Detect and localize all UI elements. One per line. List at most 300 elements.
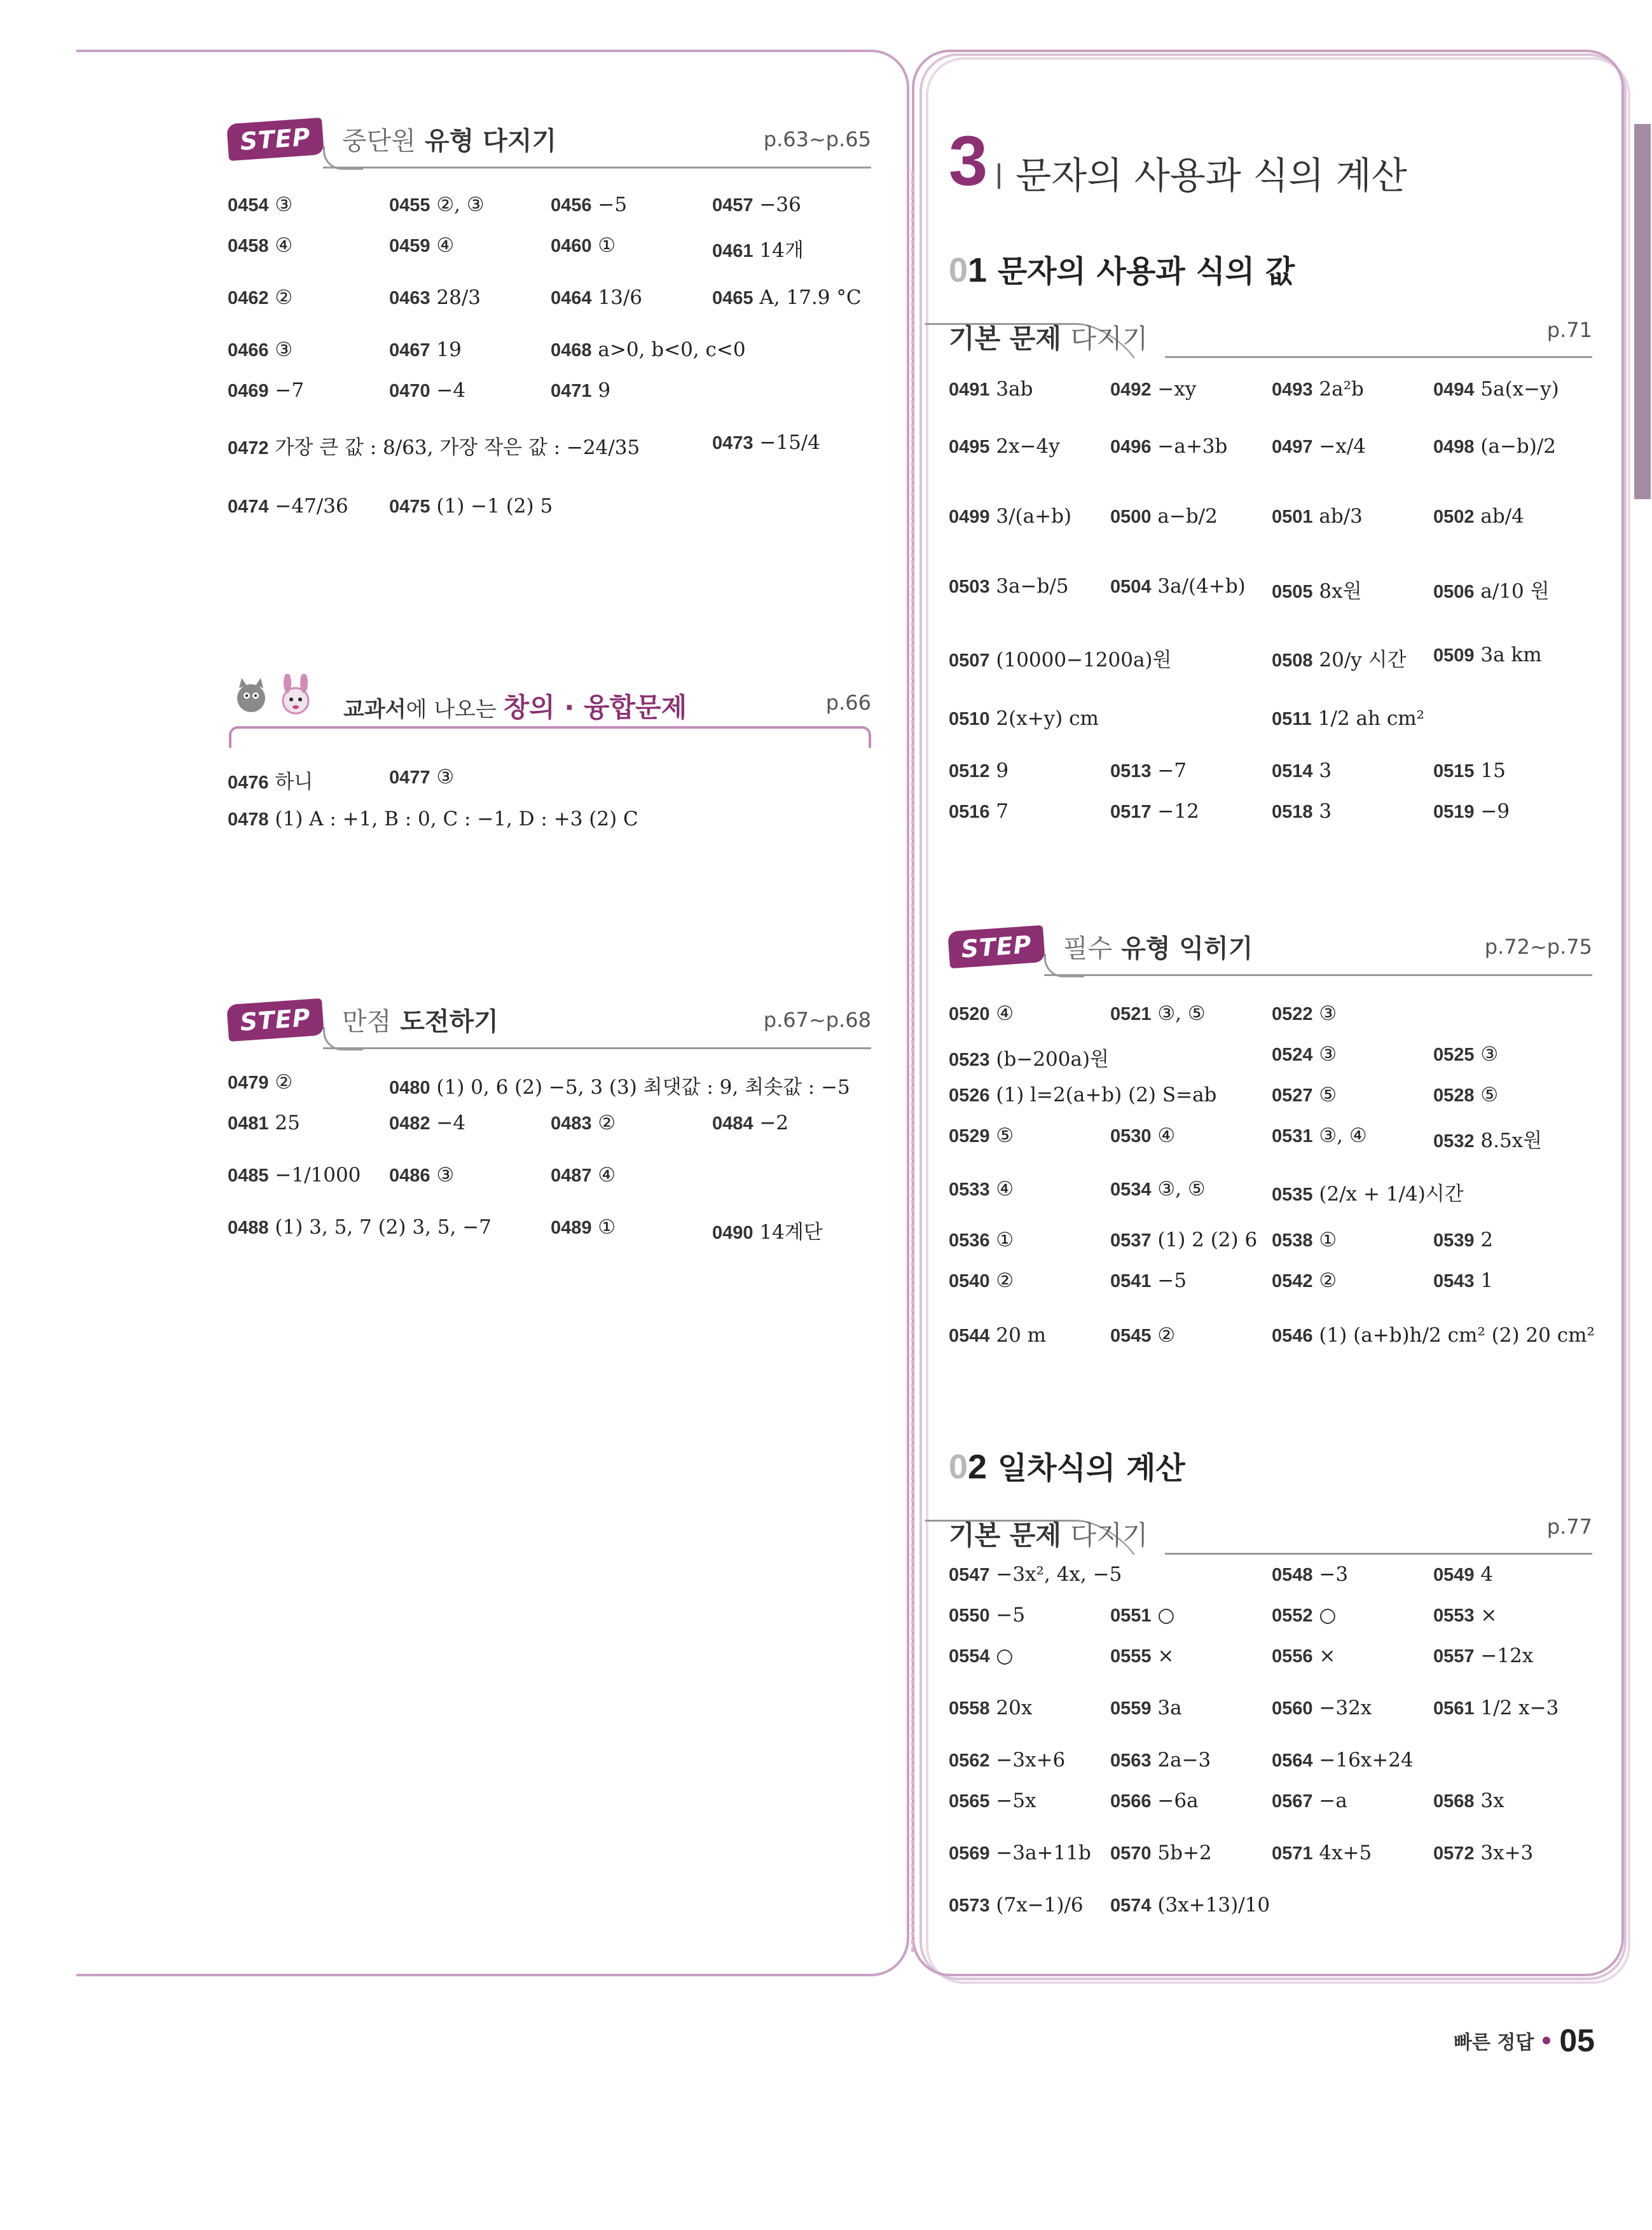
answer-value: 4x+5 [1319,1841,1372,1864]
step3-header [228,989,871,1071]
answer-item [1272,1124,1367,1147]
answer-value: ④ [996,1178,1014,1201]
answer-value: (2/x + 1/4)시간 [1319,1183,1464,1206]
answer-number: 0560 [1272,1698,1313,1719]
answer-item [389,379,465,402]
answer-number: 0561 [1433,1698,1475,1719]
step3-title [342,1001,499,1038]
answer-item [228,495,348,518]
answer-value: ③, ⑤ [1157,1002,1206,1025]
answer-value: −5x [996,1789,1036,1812]
header-rule [323,1047,871,1049]
answer-value: 20/y 시간 [1319,649,1407,671]
title-bold: 도전하기 [400,1007,499,1036]
answer-number: 0468 [551,340,592,361]
answer-value: ② [275,1071,293,1094]
answer-value: −6a [1157,1789,1199,1812]
answer-value: 2a−3 [1157,1749,1211,1772]
step3-pages: p.67~p.68 [763,1008,871,1032]
answer-number: 0523 [949,1050,990,1070]
answer-item [228,1112,300,1134]
basic1-title [949,318,1148,356]
answer-value: −16x+24 [1319,1749,1414,1772]
answer-value: 3 [1319,800,1332,823]
answer-number: 0494 [1433,380,1475,400]
answer-item [1272,1002,1337,1025]
answer-item [389,495,553,518]
header-rule [1165,356,1592,358]
answer-number: 0573 [949,1896,990,1916]
answer-value: ③ [275,193,293,216]
answer-value: −9 [1480,800,1510,823]
answer-number: 0537 [1110,1230,1152,1251]
answer-number: 0565 [949,1791,990,1812]
answer-number: 0521 [1110,1004,1152,1024]
answer-number: 0473 [712,433,754,453]
answer-number: 0498 [1433,437,1475,457]
step2-pages: p.63~p.65 [763,127,871,151]
answer-number: 0464 [551,288,592,308]
answer-item [949,505,1071,528]
answer-item [949,1749,1065,1772]
answer-item [949,1229,1014,1251]
answer-value: a/10 원 [1480,580,1550,603]
step1-badge: STEP 1 [947,925,1045,968]
answer-item [949,1324,1046,1347]
answer-value: ③ [1480,1043,1499,1066]
chapter-title [949,121,1407,209]
answer-number: 0525 [1433,1045,1475,1065]
answer-item [1433,759,1506,782]
answer-item [1272,1841,1372,1864]
header-rule [323,167,871,169]
answer-number: 0471 [551,381,592,401]
answer-number: 0538 [1272,1230,1313,1251]
answer-value: (a−b)/2 [1480,435,1557,458]
answer-value: (1) −1 (2) 5 [436,495,553,518]
answer-item [1433,1789,1504,1812]
answer-value: −1/1000 [275,1164,361,1187]
answer-item [1272,1604,1336,1627]
answer-value: (1) (a+b)h/2 cm² (2) 20 cm² [1319,1324,1595,1347]
answer-item [1272,800,1332,823]
answer-item [1433,644,1542,666]
answer-item [1272,1789,1347,1812]
answer-value: (3x+13)/10 [1157,1894,1270,1917]
answer-item [1110,1229,1257,1251]
answer-item [228,808,638,830]
answer-value: ① [1319,1229,1337,1251]
creative-title [343,687,687,725]
answer-item [1272,707,1424,730]
answer-value: −a [1319,1789,1347,1812]
answer-item [1110,1644,1174,1667]
answer-item [389,1112,465,1134]
answer-number: 0514 [1272,761,1313,781]
step3-badge: STEP 3 [226,998,324,1042]
answer-number: 0491 [949,380,990,400]
answer-value: ④ [1157,1124,1176,1147]
answer-value: ⑤ [1319,1084,1337,1106]
basic2-pages: p.77 [1546,1515,1592,1539]
answer-number: 0550 [949,1606,990,1626]
answer-number: 0566 [1110,1791,1152,1812]
answer-item [949,1789,1036,1812]
answer-value: ○ [996,1644,1014,1667]
answer-item [949,1697,1032,1719]
title-light: 다지기 [1070,1520,1148,1551]
answer-item [1110,759,1187,782]
answer-item [551,234,616,257]
answer-value: × [1319,1644,1336,1667]
answer-value: 3a km [1480,644,1542,666]
answer-number: 0517 [1110,802,1152,822]
answer-item [389,193,485,216]
answer-value: 4 [1480,1563,1494,1586]
section-02-title [949,1443,1185,1487]
answer-value: −36 [759,193,801,216]
answer-number: 0510 [949,709,990,729]
step2-header [228,108,871,191]
section-num: 01 [949,251,988,289]
answer-item [1110,575,1246,598]
answer-number: 0470 [389,381,430,401]
answer-value: ③ [1319,1002,1337,1025]
answer-number: 0558 [949,1698,990,1719]
answer-item [1433,1043,1498,1066]
answer-item [1110,1749,1211,1772]
answer-value: −x/4 [1319,435,1366,458]
step2-title [342,121,556,157]
answer-item [1110,1124,1175,1147]
answer-number: 0483 [551,1113,592,1134]
step2-badge: STEP 2 [226,118,324,161]
answer-value: (1) l=2(a+b) (2) S=ab [996,1084,1217,1106]
answer-item [712,193,801,216]
answer-number: 0461 [712,241,754,261]
answer-number: 0534 [1110,1180,1152,1200]
answer-value: × [1480,1604,1497,1627]
answer-number: 0458 [228,236,269,256]
answer-number: 0569 [949,1843,990,1864]
answer-number: 0511 [1272,709,1312,729]
answer-value: ① [598,234,616,257]
answer-number: 0455 [389,195,430,216]
answer-value: 7 [996,800,1009,823]
answer-value: 20 m [996,1324,1047,1347]
answer-value: ab/4 [1480,505,1524,528]
header-rule [1165,1553,1592,1555]
answer-value: 2 [1480,1229,1494,1251]
answer-number: 0488 [228,1218,269,1238]
answer-value: −15/4 [759,431,820,454]
answer-value: −a+3b [1157,435,1228,458]
answer-value: −4 [436,379,466,402]
answer-item [551,286,642,309]
answer-item [949,1043,1109,1071]
answer-item [1433,1269,1493,1292]
step1-title [1063,928,1253,965]
answer-value: × [1157,1644,1174,1667]
answer-item [1110,1269,1187,1292]
answer-value: A, 17.9 °C [759,286,862,309]
answer-item [389,1164,454,1187]
answer-number: 0481 [228,1113,269,1134]
answer-number: 0562 [949,1751,990,1771]
answer-item [949,1563,1122,1586]
answer-number: 0478 [228,809,269,830]
answer-number: 0539 [1433,1230,1475,1251]
answer-value: 3a/(4+b) [1157,575,1246,598]
answer-item [1110,435,1227,458]
answer-value: 3x [1480,1789,1504,1812]
answer-item [949,1604,1025,1627]
title-bold: 유형 익히기 [1121,934,1253,963]
answer-number: 0531 [1272,1126,1313,1146]
answer-item [1272,759,1332,782]
answer-value: 25 [275,1112,300,1134]
answer-value: 2a²b [1319,378,1364,401]
answer-item [1272,1644,1335,1667]
answer-number: 0476 [228,773,269,793]
answer-item [389,1071,850,1099]
answer-number: 0548 [1272,1565,1313,1585]
answer-item [1110,1697,1182,1719]
answer-item [1110,1604,1174,1627]
answer-item [1433,1697,1559,1719]
answer-value: ③ [436,766,455,788]
answer-value: ab/3 [1319,505,1363,528]
answer-number: 0532 [1433,1131,1475,1152]
answer-value: (b−200a)원 [996,1048,1109,1071]
answer-value: ④ [598,1164,616,1187]
answer-number: 0522 [1272,1004,1313,1024]
answer-item [949,644,1171,672]
answer-number: 0553 [1433,1606,1475,1626]
answer-value: a−b/2 [1157,505,1218,528]
answer-item [551,1216,616,1239]
answer-value: 1/2 x−3 [1480,1697,1559,1719]
answer-item [949,435,1060,458]
answer-value: 20x [996,1697,1033,1719]
answer-number: 0493 [1272,380,1313,400]
answer-number: 0457 [712,195,754,216]
answer-value: 2x−4y [996,435,1060,458]
answer-value: −7 [1157,759,1187,782]
answer-value: 3 [1319,759,1332,782]
answer-item [949,800,1008,823]
answer-value: 3/(a+b) [996,505,1072,528]
chapter-name: 문자의 사용과 식의 계산 [1015,153,1407,197]
answer-item [949,1084,1216,1106]
creative-header [229,674,871,744]
answer-number: 0528 [1433,1085,1475,1106]
answer-value: (1) 3, 5, 7 (2) 3, 5, −7 [275,1216,492,1239]
creative-pages: p.66 [825,691,871,715]
answer-item [228,234,293,257]
answer-number: 0552 [1272,1606,1313,1626]
answer-number: 0496 [1110,437,1152,457]
creative-box [229,726,871,748]
answer-item [949,1894,1084,1917]
answer-number: 0556 [1272,1646,1313,1667]
title-bar [998,163,1000,189]
answer-number: 0505 [1272,582,1313,602]
answer-value: 8.5x원 [1480,1129,1543,1152]
answer-item [949,759,1008,782]
answer-value: ③ [1319,1043,1337,1066]
answer-number: 0504 [1110,577,1152,597]
answer-item [1272,1697,1372,1719]
answer-item [1272,575,1362,603]
answer-item [228,338,293,361]
answer-number: 0469 [228,381,269,401]
answer-value: 가장 큰 값 : 8/63, 가장 작은 값 : −24/35 [275,436,640,459]
answer-value: 하니 [275,771,313,794]
mascot-icon [229,674,324,725]
answer-number: 0485 [228,1166,269,1186]
page-number: 05 [1559,2023,1595,2058]
answer-number: 0477 [389,767,430,788]
answer-value: −3a+11b [996,1841,1091,1864]
answer-value: 9 [996,759,1009,782]
answer-item [949,1002,1014,1025]
answer-value: ④ [275,234,293,257]
answer-number: 0529 [949,1126,990,1146]
answer-number: 0479 [228,1073,269,1093]
answer-item [949,707,1099,730]
answer-value: −5 [1157,1269,1187,1292]
answer-item [1272,644,1407,672]
answer-number: 0475 [389,497,430,517]
answer-item [1110,800,1199,823]
answer-number: 0524 [1272,1045,1313,1065]
answer-number: 0454 [228,195,269,216]
answer-item [949,1841,1091,1864]
answer-item [1110,505,1218,528]
answer-item [1433,505,1524,528]
answer-item [1272,1043,1337,1066]
answer-value: 13/6 [598,286,642,309]
answer-item [949,1124,1014,1147]
answer-number: 0520 [949,1004,990,1024]
answer-number: 0540 [949,1271,990,1291]
answer-number: 0564 [1272,1751,1313,1771]
answer-item [1433,435,1556,458]
answer-value: 1/2 ah cm² [1318,707,1425,730]
answer-item [551,1164,616,1187]
answer-item [712,431,820,454]
answer-value: 8x원 [1319,580,1362,603]
answer-item [949,1269,1014,1292]
answer-value: ③ [436,1164,455,1187]
answer-number: 0487 [551,1166,592,1186]
answer-item [1272,505,1363,528]
answer-number: 0502 [1433,507,1475,527]
answer-item [1272,1084,1337,1106]
answer-number: 0535 [1272,1185,1313,1205]
creative-prefix-bold: 교과서 [343,697,406,722]
answer-number: 0547 [949,1565,990,1585]
answer-value: ② [275,286,293,309]
answer-item [551,193,627,216]
answer-value: 28/3 [436,286,481,309]
answer-item [228,286,293,309]
answer-number: 0551 [1110,1606,1152,1626]
answer-item [949,1178,1014,1201]
answer-number: 0501 [1272,507,1313,527]
answer-value: −5 [996,1604,1026,1627]
answer-item [1433,1124,1542,1153]
answer-item [1110,1894,1270,1917]
answer-number: 0554 [949,1646,990,1667]
answer-item [1110,1002,1206,1025]
answer-number: 0574 [1110,1896,1152,1916]
basic2-header [949,1508,1592,1559]
answer-number: 0567 [1272,1791,1313,1812]
answer-value: (10000−1200a)원 [996,649,1172,671]
page-divider [911,172,914,1952]
basic2-title [949,1515,1148,1553]
answer-number: 0490 [712,1223,754,1243]
answer-item [1110,1841,1212,1864]
answer-value: 3ab [996,378,1033,401]
answer-value: ○ [1319,1604,1337,1627]
answer-value: a>0, b<0, c<0 [598,338,746,361]
answer-value: ② [1319,1269,1337,1292]
answer-item [228,1164,361,1187]
answer-number: 0509 [1433,645,1475,666]
answer-item [1110,1324,1175,1347]
answer-item [1110,1178,1206,1201]
answer-value: ② [1157,1324,1176,1347]
answer-value: −3x², 4x, −5 [996,1563,1122,1586]
answer-item [389,286,481,309]
answer-item [1272,1749,1414,1772]
answer-number: 0527 [1272,1085,1313,1106]
answer-value: ○ [1157,1604,1175,1627]
answer-number: 0542 [1272,1271,1313,1291]
answer-number: 0545 [1110,1326,1152,1346]
answer-value: ②, ③ [436,193,485,216]
answer-number: 0515 [1433,761,1475,781]
answer-number: 0474 [228,497,269,517]
answer-number: 0495 [949,437,990,457]
answer-item [1272,1269,1337,1292]
title-light: 만점 [342,1007,392,1036]
answer-item [712,1216,823,1244]
answer-value: −xy [1157,378,1197,401]
answer-value: 14계단 [759,1221,823,1244]
answer-item [712,1112,788,1134]
answer-item [1272,1229,1337,1251]
answer-value: −32x [1319,1697,1372,1719]
answer-number: 0512 [949,761,990,781]
answer-number: 0549 [1433,1565,1475,1585]
section-num: 02 [949,1448,988,1486]
answer-value: −12 [1157,800,1199,823]
answer-number: 0460 [551,236,592,256]
answer-item [1433,1563,1493,1586]
title-bold: 기본 문제 [949,1520,1061,1551]
answer-item [1272,378,1364,401]
answer-number: 0503 [949,577,990,597]
answer-value: −5 [598,193,628,216]
answer-number: 0497 [1272,437,1313,457]
answer-item [712,234,804,263]
basic1-header [949,312,1592,362]
answer-item [228,431,640,460]
